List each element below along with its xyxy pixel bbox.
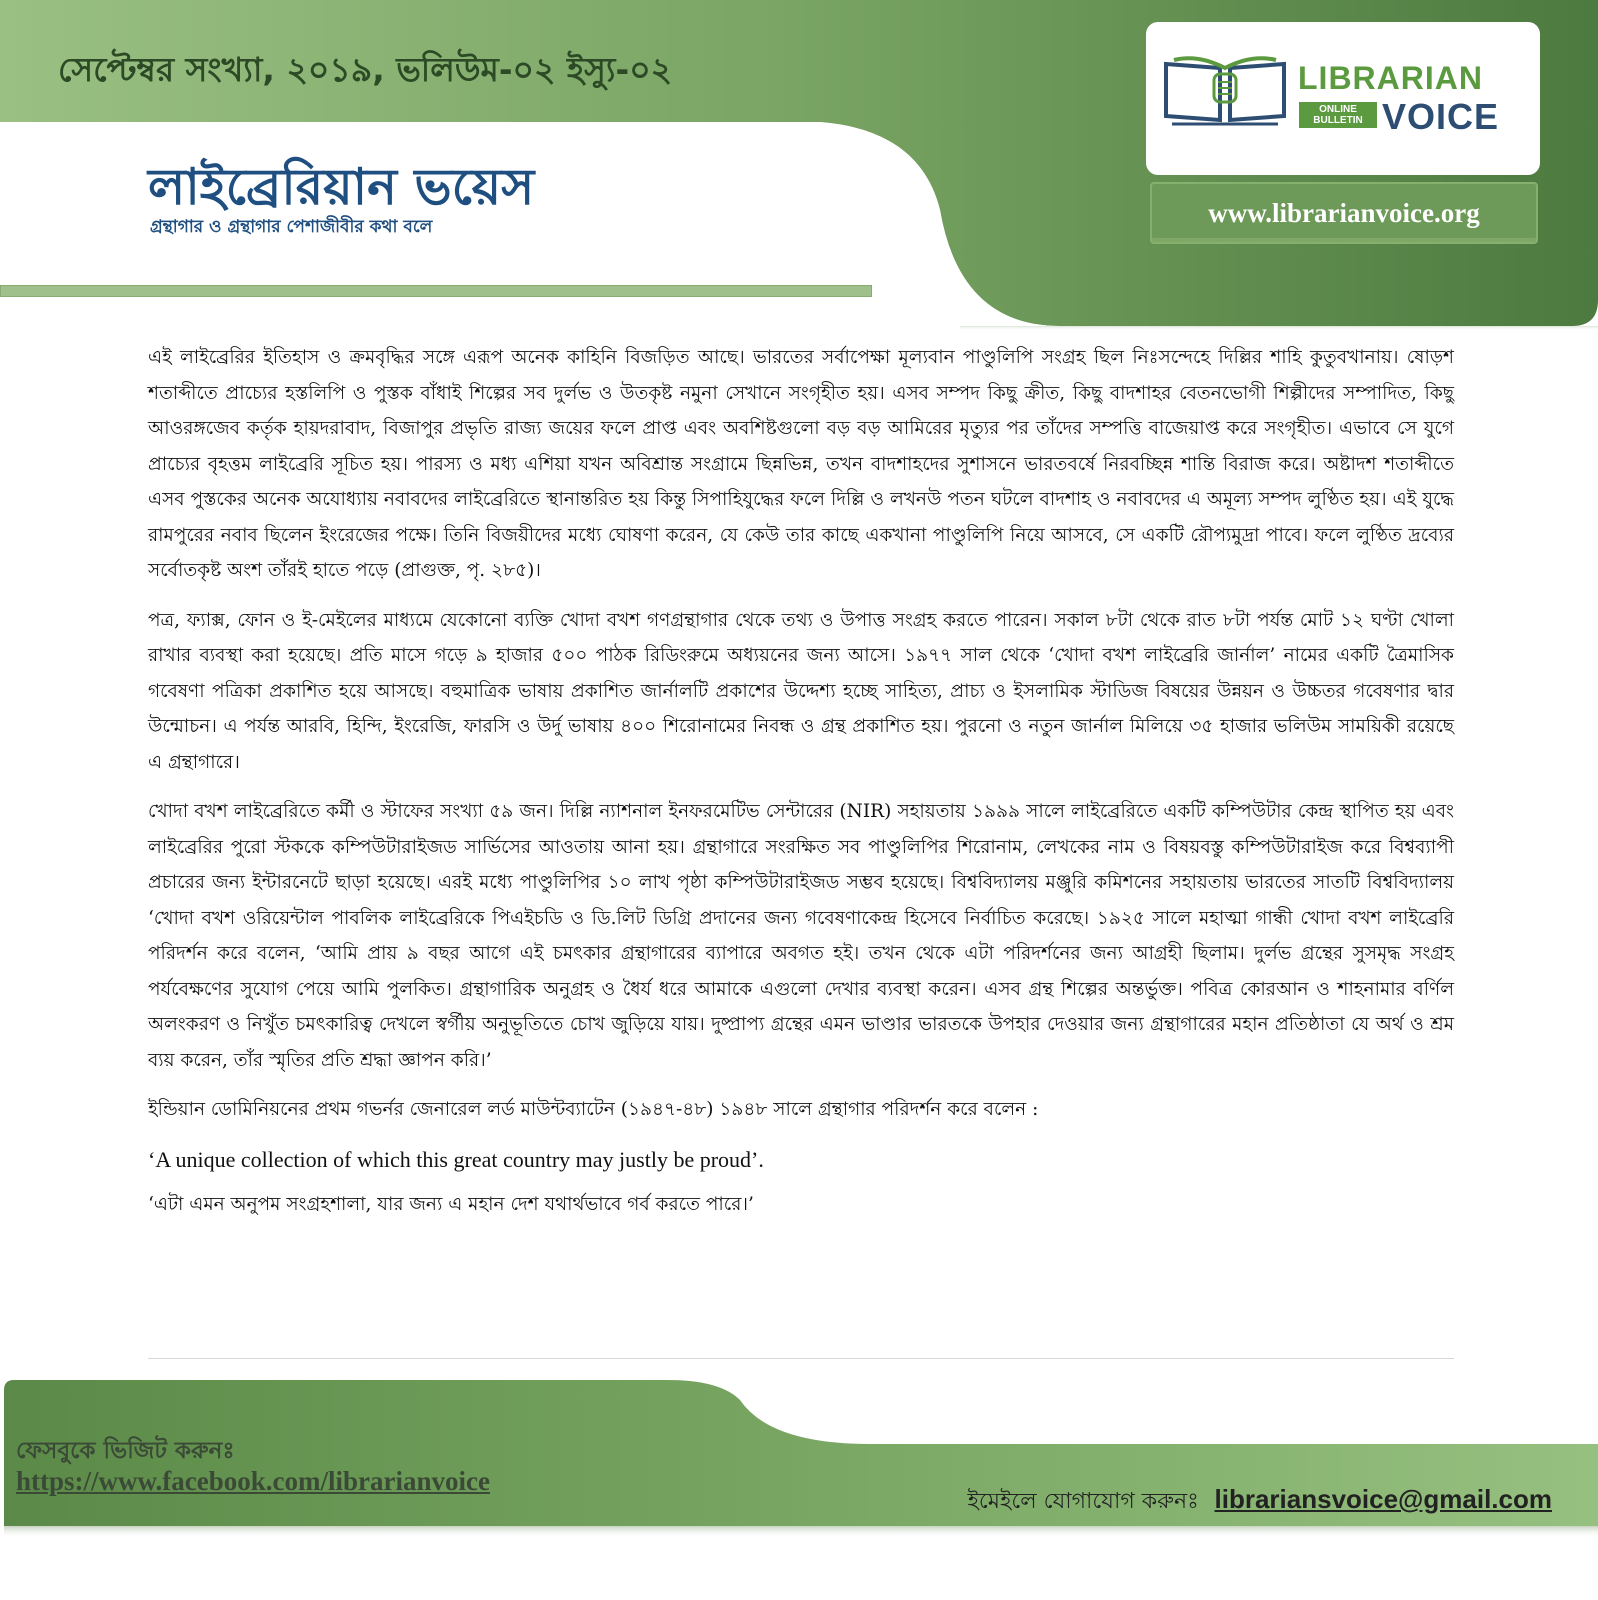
article-body [148,340,1454,1237]
logo-badge-line1: ONLINE [1319,104,1357,115]
email-link[interactable]: librariansvoice@gmail.com [1214,1484,1552,1514]
page-title: লাইব্রেরিয়ান ভয়েস [148,158,535,216]
issue-info: সেপ্টেম্বর সংখ্যা, ২০১৯, ভলিউম-০২ ইস্যু-০২ [58,50,673,89]
article-paragraph: খোদা বখশ লাইব্রেরিতে কর্মী ও স্টাফের সংখ্যা ৫৯ জন। দিল্লি ন্যাশনাল ইনফরমেটিভ সেন্টারের (NIR) সহায়তায় ১৯৯৯ সালে লাইব্রেরিতে একটি কম্পিউটার কেন্দ্র স্থাপিত হয় এবং লাইব্রেরির পুরো স্টককে কম্পিউটারাইজড সার্ভিসের আওতায় আনা হয়। গ্রন্থাগারে সংরক্ষিত সব পাণ্ডুলিপির শিরোনাম, লেখকের নাম ও বিষয়বস্তু কম্পিউটারাইজ করে বিশ্বব্যাপী প্রচারের জন্য ইন্টারনেটে ছাড়া হয়েছে। এরই মধ্যে পাণ্ডুলিপির ১০ লাখ পৃষ্ঠা কম্পিউটারাইজড সম্ভব হয়েছে। বিশ্ববিদ্যালয় মঞ্জুরি কমিশনের সহায়তায় ভারতের সাতটি বিশ্ববিদ্যালয় ‘খোদা বখশ ওরিয়েন্টাল পাবলিক লাইব্রেরিকে পিএইচডি ও ডি.লিট ডিগ্রি প্রদানের জন্য গবেষণাকেন্দ্র হিসেবে নির্বাচিত করেছে। ১৯২৫ সালে মহাত্মা গান্ধী খোদা বখশ লাইব্রেরি পরিদর্শন করে বলেন, ‘আমি প্রায় ৯ বছর আগে এই চমৎকার গ্রন্থাগারের ব্যাপারে অবগত হই। তখন থেকে এটা পরিদর্শনের জন্য আগ্রহী ছিলাম। দুর্লভ গ্রন্থের সুসমৃদ্ধ সংগ্রহ পর্যবেক্ষণের সুযোগ পেয়ে আমি পুলকিত। গ্রন্থাগারিক অনুগ্রহ ও ধৈর্য ধরে আমাকে এগুলো দেখার ব্যবস্থা করেন। এসব গ্রন্থ শিল্পের অন্তর্ভুক্ত। পবিত্র কোরআন ও শাহনামার বর্ণিল অলংকরণ ও নিখুঁত চমৎকারিত্ব দেখলে স্বর্গীয় অনুভূতিতে চোখ জুড়িয়ে যায়। দুষ্প্রাপ্য গ্রন্থের এমন ভাণ্ডার ভারতকে উপহার দেওয়ার জন্য গ্রন্থাগারের মহান প্রতিষ্ঠাতা যে অর্থ ও শ্রম ব্যয় করেন, তাঁর স্মৃতির প্রতি শ্রদ্ধা জ্ঞাপন করি।’ [148,801,1454,1071]
logo-word-voice: VOICE [1382,96,1500,137]
logo-badge [1299,102,1377,128]
page-subtitle: গ্রন্থাগার ও গ্রন্থাগার পেশাজীবীর কথা বলে [150,217,433,237]
header-accent-bar [0,285,872,297]
email-row [967,1484,1552,1521]
website-link[interactable]: www.librarianvoice.org [1208,198,1480,228]
facebook-link[interactable]: https://www.facebook.com/librarianvoice [16,1466,490,1496]
logo-card [1146,22,1540,175]
website-box[interactable] [1150,182,1538,244]
article-paragraph: এই লাইব্রেরির ইতিহাস ও ক্রমবৃদ্ধির সঙ্গে এরূপ অনেক কাহিনি বিজড়িত আছে। ভারতের সর্বাপেক্ষা মূল্যবান পাণ্ডুলিপি সংগ্রহ ছিল নিঃসন্দেহে দিল্লির শাহি কুতুবখানায়। ষোড়শ শতাব্দীতে প্রাচ্যের হস্তলিপি ও পুস্তক বাঁধাই শিল্পের সব দুর্লভ ও উতকৃষ্ট নমুনা সেখানে সংগৃহীত হয়। এসব সম্পদ কিছু ক্রীত, কিছু বাদশাহর বেতনভোগী শিল্পীদের সম্পাদিত, কিছু আওরঙ্গজেব কর্তৃক হায়দরাবাদ, বিজাপুর প্রভৃতি রাজ্য জয়ের ফলে প্রাপ্ত এবং অবশিষ্টগুলো বড় বড় আমিরের মৃত্যুর পর তাঁদের সম্পত্তি বাজেয়াপ্ত করে সংগৃহীত। এভাবে সে যুগে প্রাচ্যের বৃহত্তম লাইব্রেরি সূচিত হয়। পারস্য ও মধ্য এশিয়া যখন অবিশ্রান্ত সংগ্রামে ছিন্নভিন্ন, তখন বাদশাহদের সুশাসনে ভারতবর্ষে নিরবচ্ছিন্ন শান্তি বিরাজ করে। অষ্টাদশ শতাব্দীতে এসব পুস্তকের অনেক অযোধ্যায় নবাবদের লাইব্রেরিতে স্থানান্তরিত হয় কিন্তু সিপাহিযুদ্ধের ফলে দিল্লি ও লখনউ পতন ঘটলে বাদশাহ ও নবাবদের এ অমূল্য সম্পদ লুণ্ঠিত হয়। এই যুদ্ধে রামপুরের নবাব ছিলেন ইংরেজের পক্ষে। তিনি বিজয়ীদের মধ্যে ঘোষণা করেন, যে কেউ তার কাছে একখানা পাণ্ডুলিপি নিয়ে আসবে, সে একটি রৌপ্যমুদ্রা পাবে। ফলে লুণ্ঠিত দ্রব্যের সর্বোতকৃষ্ট অংশ তাঁরই হাতে পড়ে (প্রাগুক্ত, পৃ. ২৮৫)। [148,347,1454,581]
open-book-icon [1162,54,1288,130]
facebook-label: ফেসবুকে ভিজিট করুনঃ [16,1438,235,1464]
logo-badge-line2: BULLETIN [1313,115,1363,126]
quote-english: ‘A unique collection of which this great country may justly be proud’. [148,1146,764,1172]
footer-divider [148,1358,1454,1359]
article-paragraph: পত্র, ফ্যাক্স, ফোন ও ই-মেইলের মাধ্যমে যেকোনো ব্যক্তি খোদা বখশ গণগ্রন্থাগার থেকে তথ্য ও উপাত্ত সংগ্রহ করতে পারেন। সকাল ৮টা থেকে রাত ৮টা পর্যন্ত মোট ১২ ঘণ্টা খোলা রাখার ব্যবস্থা করা হয়েছে। প্রতি মাসে গড়ে ৯ হাজার ৫০০ পাঠক রিডিংরুমে অধ্যয়নের জন্য আসে। ১৯৭৭ সাল থেকে ‘খোদা বখশ লাইব্রেরি জার্নাল’ নামের একটি ত্রৈমাসিক গবেষণা পত্রিকা প্রকাশিত হয়ে আসছে। বহুমাত্রিক ভাষায় প্রকাশিত জার্নালটি প্রকাশের উদ্দেশ্য হচ্ছে সাহিত্য, প্রাচ্য ও ইসলামিক স্টাডিজ বিষয়ের উন্নয়ন ও উচ্চতর গবেষণার দ্বার উন্মোচন। এ পর্যন্ত আরবি, হিন্দি, ইংরেজি, ফারসি ও উর্দু ভাষায় ৪০০ শিরোনামের নিবন্ধ ও গ্রন্থ প্রকাশিত হয়। পুরনো ও নতুন জার্নাল মিলিয়ে ৩৫ হাজার ভলিউম সাময়িকী রয়েছে এ গ্রন্থাগারে। [148,609,1454,773]
article-paragraph: ইন্ডিয়ান ডোমিনিয়নের প্রথম গভর্নর জেনারেল লর্ড মাউন্টব্যাটেন (১৯৪৭-৪৮) ১৯৪৮ সালে গ্রন্থাগার পরিদর্শন করে বলেন : [148,1099,1039,1120]
email-label: ইমেইলে যোগাযোগ করুনঃ [967,1489,1199,1514]
logo-word-librarian: LIBRARIAN [1298,60,1483,96]
quote-bangla: ‘এটা এমন অনুপম সংগ্রহশালা, যার জন্য এ মহান দেশ যথার্থভাবে গর্ব করতে পারে।’ [148,1194,754,1215]
